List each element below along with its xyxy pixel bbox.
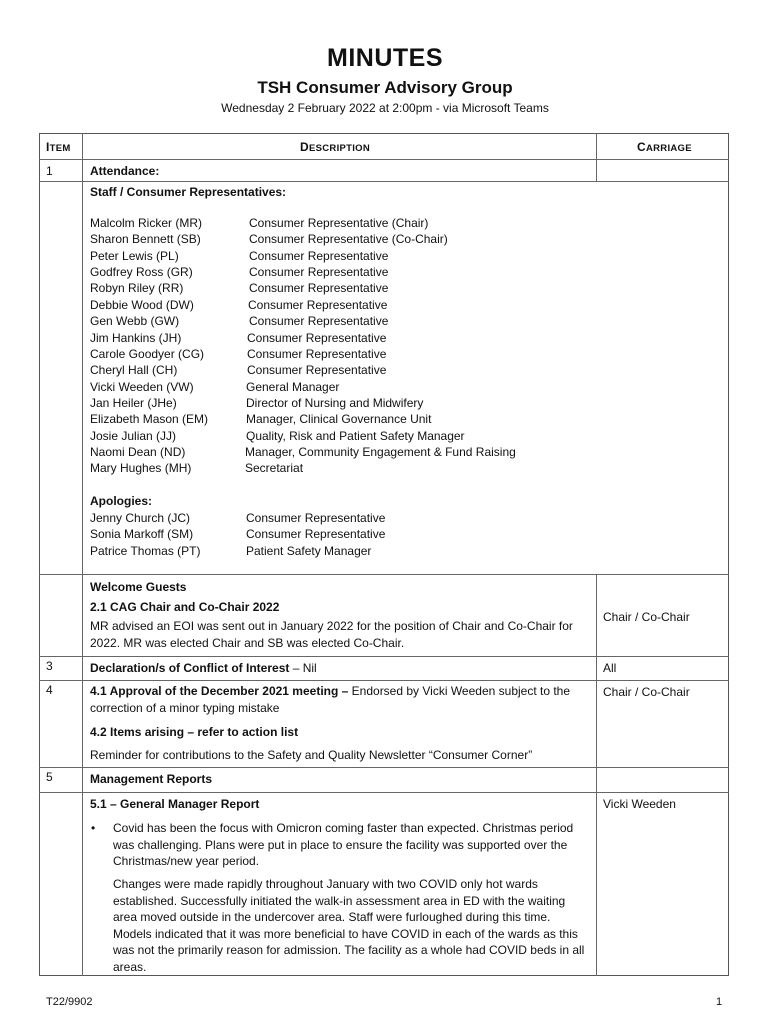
apologies-heading: Apologies: [90, 494, 152, 508]
covid-bullet-text: Covid has been the focus with Omicron coming faster than expected. Christmas period was challenging. Plans were put in place to ensure the facility was supported over the Christmas/new year period. [113, 821, 574, 868]
covid-changes-paragraph: Changes were made rapidly throughout January with two COVID only hot wards established. Successfully initiated the walk-in assessment area in ED with the waiting area moved outside in the undercover area. Staff were furloughed during this time. Models indicated that it was more beneficial to have COVID in each of the wards as this was not the primarily reason for admission. The facility as a whole had COVID beds in all areas. [113, 877, 585, 974]
attendee-role: Consumer Representative [247, 363, 387, 377]
cag-chair-text: MR advised an EOI was sent out in January 2022 for the position of Chair and Co-Chair for 2022. MR was elected Chair and SB was elected Co-Chair. [90, 619, 573, 650]
attendee-name: Debbie Wood (DW) [90, 298, 194, 312]
attendee-role: Quality, Risk and Patient Safety Manager [246, 429, 465, 443]
apology-name: Sonia Markoff (SM) [90, 527, 194, 541]
welcome-guests-heading: Welcome Guests [90, 580, 187, 594]
attendee-role: Consumer Representative [247, 331, 387, 345]
attendee-name: Naomi Dean (ND) [90, 445, 186, 459]
attendee-name: Mary Hughes (MH) [90, 461, 192, 475]
attendee-role: Consumer Representative [249, 314, 389, 328]
row-divider [39, 792, 729, 793]
management-reports-heading: Management Reports [90, 772, 213, 786]
attendee-name: Malcolm Ricker (MR) [90, 216, 202, 230]
attendee-role: Consumer Representative (Co-Chair) [249, 232, 448, 246]
attendee-role: Consumer Representative [249, 249, 389, 263]
newsletter-reminder: Reminder for contributions to the Safety and Quality Newsletter “Consumer Corner” [90, 748, 533, 762]
page-number: 1 [716, 996, 723, 1008]
attendee-name: Jim Hankins (JH) [90, 331, 182, 345]
apology-role: Consumer Representative [246, 511, 386, 525]
conflict-of-interest: Declaration/s of Conflict of Interest – Nil [90, 661, 317, 675]
attendee-name: Jan Heiler (JHe) [90, 396, 177, 410]
attendance-heading: Attendance: [90, 164, 160, 178]
header-carriage: CARRIAGE [637, 140, 692, 154]
row-divider [39, 680, 729, 681]
attendee-name: Sharon Bennett (SB) [90, 232, 201, 246]
meeting-details: Wednesday 2 February 2022 at 2:00pm - via Microsoft Teams [221, 101, 549, 115]
document-reference: T22/9902 [46, 996, 93, 1008]
carriage-value: Vicki Weeden [603, 797, 676, 811]
column-divider [596, 574, 597, 976]
attendee-name: Peter Lewis (PL) [90, 249, 179, 263]
attendee-name: Gen Webb (GW) [90, 314, 180, 328]
row-divider [39, 181, 729, 182]
attendee-role: Manager, Clinical Governance Unit [246, 412, 432, 426]
carriage-value: All [603, 661, 617, 675]
header-item: ITEM [46, 140, 71, 154]
cag-chair-heading: 2.1 CAG Chair and Co-Chair 2022 [90, 600, 280, 614]
attendee-role: Secretariat [245, 461, 304, 475]
carriage-value: Chair / Co-Chair [603, 610, 690, 624]
attendee-role: Director of Nursing and Midwifery [246, 396, 424, 410]
attendee-role: Consumer Representative [247, 347, 387, 361]
items-arising-heading: 4.2 Items arising – refer to action list [90, 725, 299, 739]
attendee-name: Godfrey Ross (GR) [90, 265, 193, 279]
item-number: 4 [46, 683, 53, 697]
attendee-name: Vicki Weeden (VW) [90, 380, 194, 394]
attendee-role: Consumer Representative [248, 298, 388, 312]
header-description: DESCRIPTION [300, 140, 371, 154]
document-subtitle: TSH Consumer Advisory Group [257, 78, 513, 97]
bullet-marker: • [91, 821, 96, 835]
attendee-role: Manager, Community Engagement & Fund Raising [245, 445, 516, 459]
apology-role: Consumer Representative [246, 527, 386, 541]
apology-name: Jenny Church (JC) [90, 511, 191, 525]
staff-heading: Staff / Consumer Representatives: [90, 185, 287, 199]
gm-report-heading: 5.1 – General Manager Report [90, 797, 260, 811]
row-divider [39, 574, 729, 575]
item-number: 5 [46, 770, 53, 784]
attendee-role: General Manager [246, 380, 340, 394]
attendee-role: Consumer Representative [249, 265, 389, 279]
apology-name: Patrice Thomas (PT) [90, 544, 201, 558]
column-divider [596, 133, 597, 181]
document-title: MINUTES [327, 44, 443, 72]
attendee-role: Consumer Representative (Chair) [249, 216, 429, 230]
apology-role: Patient Safety Manager [246, 544, 372, 558]
attendee-name: Cheryl Hall (CH) [90, 363, 178, 377]
approval-text: 4.1 Approval of the December 2021 meeting – Endorsed by Vicki Weeden subject to the correction of a minor typing mistake [90, 684, 571, 715]
item-number: 1 [46, 164, 53, 178]
attendee-name: Josie Julian (JJ) [90, 429, 177, 443]
row-divider [39, 656, 729, 657]
carriage-value: Chair / Co-Chair [603, 685, 690, 699]
attendee-role: Consumer Representative [249, 281, 389, 295]
attendee-name: Carole Goodyer (CG) [90, 347, 205, 361]
column-divider [82, 133, 83, 976]
attendee-name: Elizabeth Mason (EM) [90, 412, 209, 426]
row-divider [39, 767, 729, 768]
row-divider [39, 159, 729, 160]
attendee-name: Robyn Riley (RR) [90, 281, 184, 295]
item-number: 3 [46, 659, 53, 673]
